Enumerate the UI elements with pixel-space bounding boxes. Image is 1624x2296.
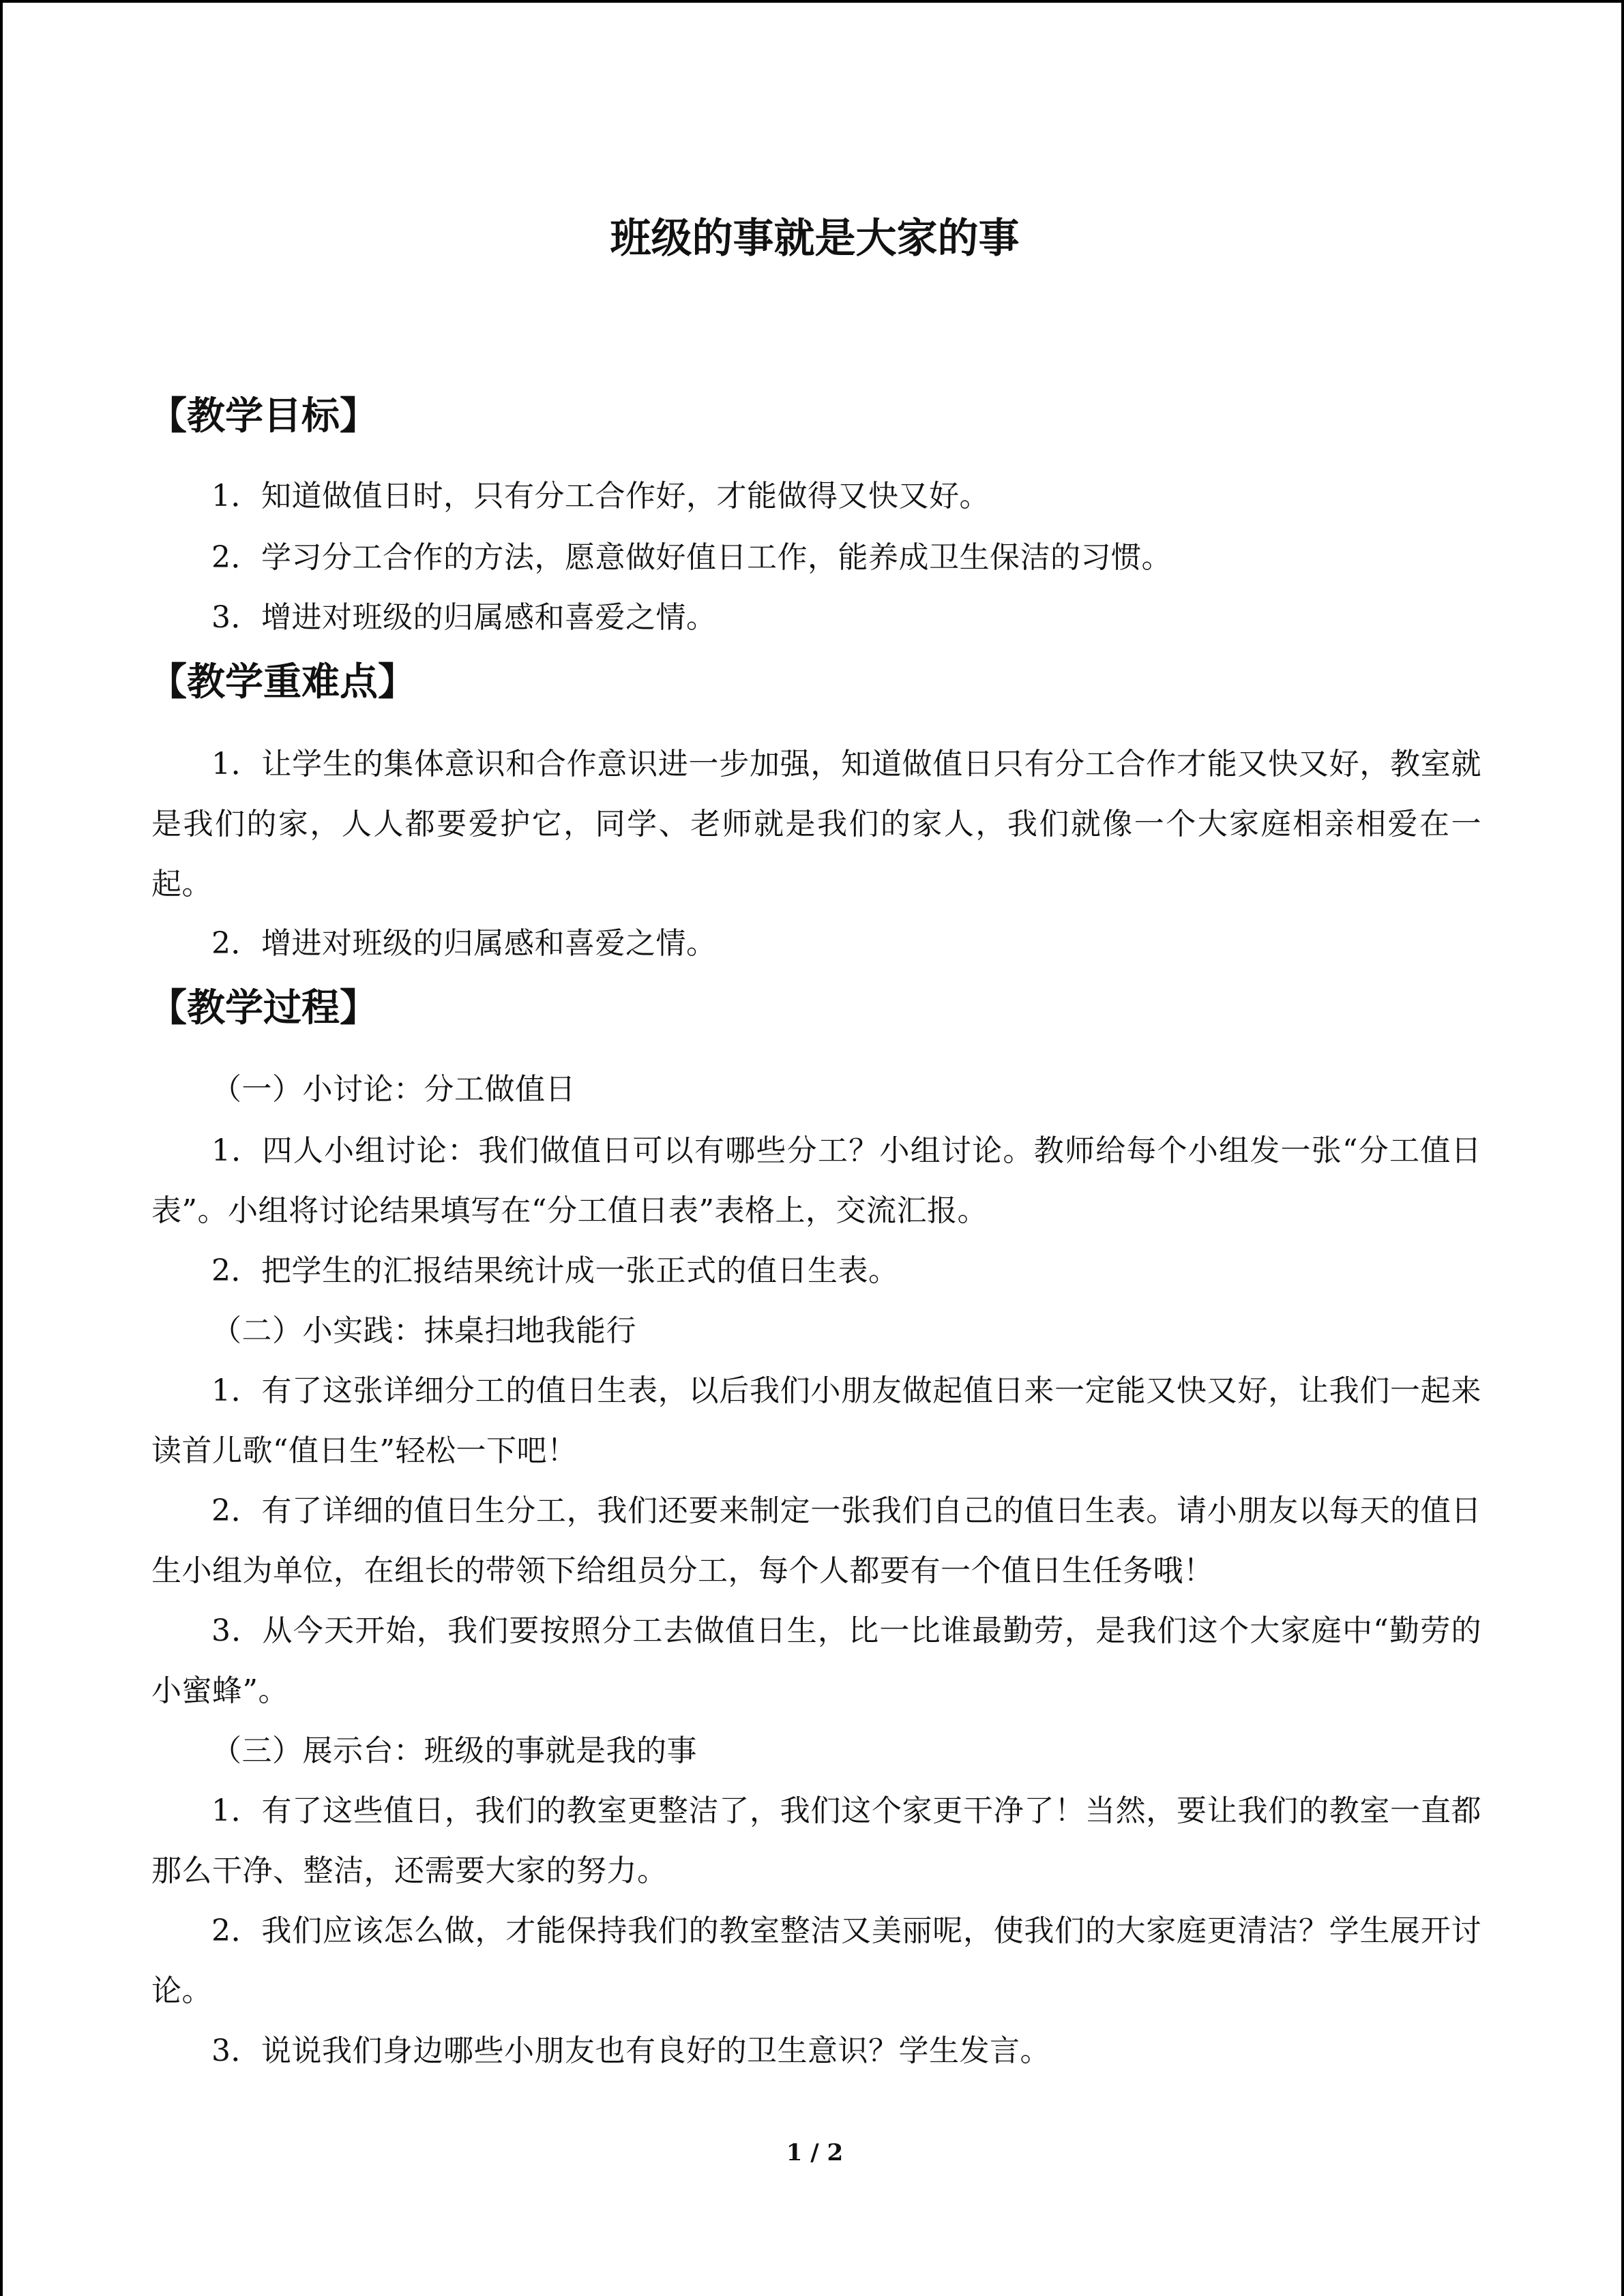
objective-item: 1．知道做值日时，只有分工合作好，才能做得又快又好。 bbox=[211, 479, 990, 513]
objective-item: 3．增进对班级的归属感和喜爱之情。 bbox=[211, 600, 717, 635]
section-heading-process: 【教学过程】 bbox=[149, 986, 378, 1030]
process-paragraph: 1．四人小组讨论：我们做值日可以有哪些分工？小组讨论。教师给每个小组发一张“分工值日表”。小组将讨论结果填写在“分工值日表”表格上，交流汇报。 bbox=[151, 1133, 1481, 1228]
process-paragraph: 1．有了这张详细分工的值日生表，以后我们小朋友做起值日来一定能又快又好，让我们一起来读首儿歌“值日生”轻松一下吧！ bbox=[151, 1373, 1481, 1468]
section-heading-objectives: 【教学目标】 bbox=[149, 394, 378, 438]
process-subheading: （三）展示台：班级的事就是我的事 bbox=[211, 1733, 697, 1768]
process-paragraph: 2．把学生的汇报结果统计成一张正式的值日生表。 bbox=[211, 1253, 899, 1288]
section-heading-keypoints: 【教学重难点】 bbox=[149, 660, 416, 704]
process-paragraph: 1．有了这些值日，我们的教室更整洁了，我们这个家更干净了！当然，要让我们的教室一直都那么干净、整洁，还需要大家的努力。 bbox=[151, 1793, 1481, 1888]
process-subheading: （二）小实践：抹桌扫地我能行 bbox=[211, 1313, 636, 1348]
process-paragraph: 3．从今天开始，我们要按照分工去做值日生，比一比谁最勤劳，是我们这个大家庭中“勤劳的小蜜蜂”。 bbox=[151, 1613, 1481, 1708]
page-number: 1 / 2 bbox=[786, 2139, 844, 2166]
objective-item: 2．学习分工合作的方法，愿意做好值日工作，能养成卫生保洁的习惯。 bbox=[211, 540, 1172, 575]
process-paragraph: 3．说说我们身边哪些小朋友也有良好的卫生意识？学生发言。 bbox=[211, 2033, 1050, 2068]
process-subheading: （一）小讨论：分工做值日 bbox=[211, 1072, 576, 1107]
keypoint-item: 2．增进对班级的归属感和喜爱之情。 bbox=[211, 926, 717, 961]
process-paragraph: 2．我们应该怎么做，才能保持我们的教室整洁又美丽呢，使我们的大家庭更清洁？学生展开讨论。 bbox=[151, 1913, 1481, 2008]
process-paragraph: 2．有了详细的值日生分工，我们还要来制定一张我们自己的值日生表。请小朋友以每天的值日生小组为单位，在组长的带领下给组员分工，每个人都要有一个值日生任务哦！ bbox=[151, 1493, 1481, 1588]
keypoint-item: 1．让学生的集体意识和合作意识进一步加强，知道做值日只有分工合作才能又快又好，教室就是我们的家，人人都要爱护它，同学、老师就是我们的家人，我们就像一个大家庭相亲相爱在一起。 bbox=[151, 747, 1481, 901]
document-title: 班级的事就是大家的事 bbox=[610, 215, 1020, 263]
